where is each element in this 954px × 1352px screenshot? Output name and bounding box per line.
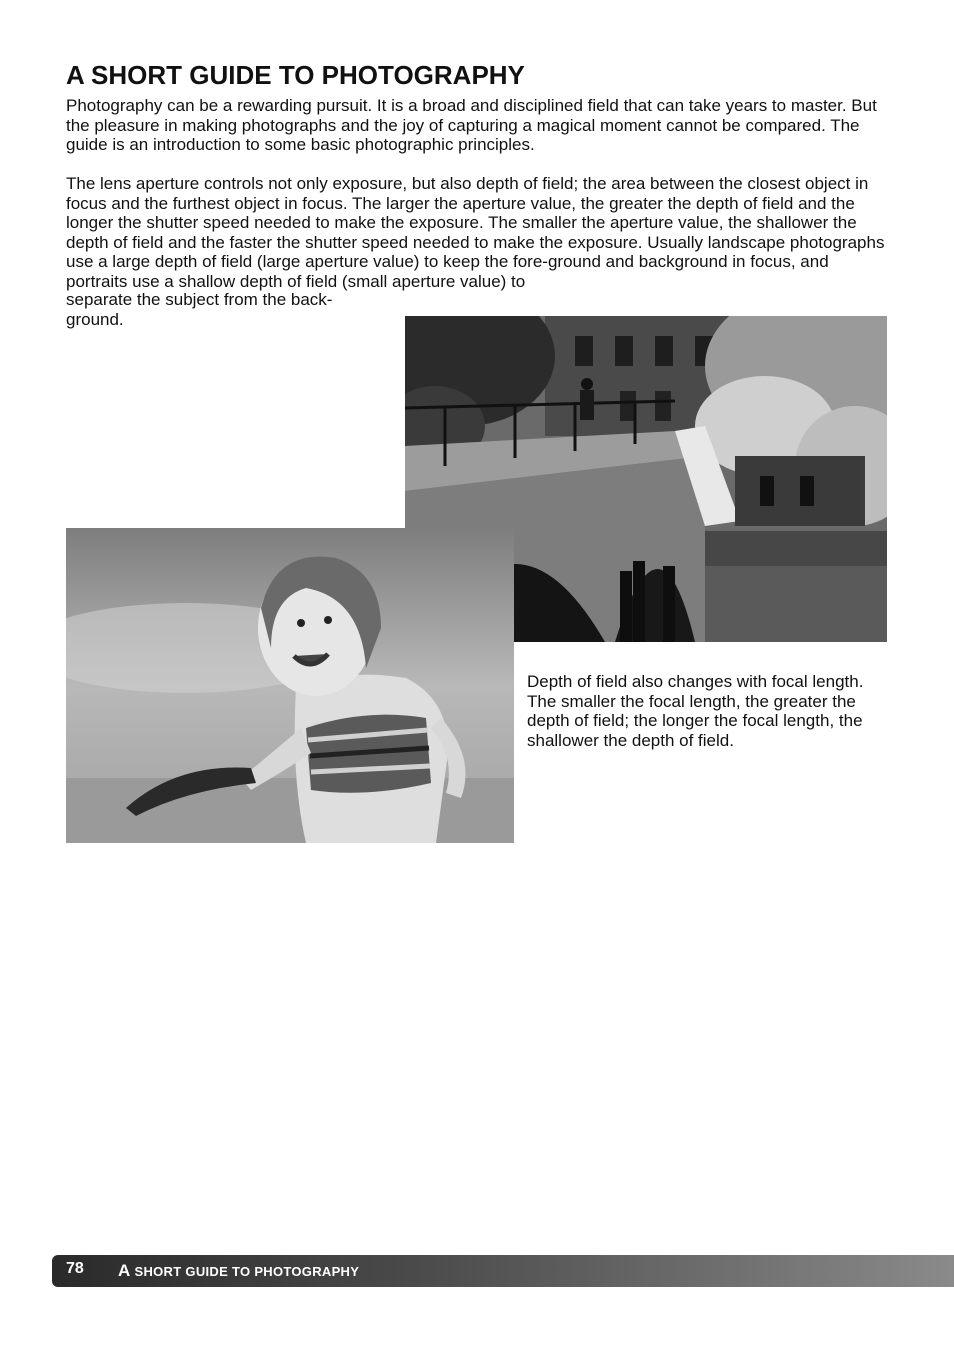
focal-length-caption: Depth of field also changes with focal length. The smaller the focal length, the greater the depth of field; the longer the focal length, the shallower the depth of field. [527,672,864,750]
page-title: A SHORT GUIDE TO PHOTOGRAPHY [66,60,525,90]
footer-section-title [118,1261,359,1281]
aperture-paragraph-tail-2: ground. [66,310,124,329]
footer-title-rest: SHORT GUIDE TO PHOTOGRAPHY [130,1264,360,1279]
aperture-paragraph-tail-1: separate the subject from the back- [66,290,333,309]
aperture-paragraph: The lens aperture controls not only exposure, but also depth of field; the area between the closest object in focus and the furthest object in focus. The larger the aperture value, the greater the depth of field and the longer the shutter speed needed to make the exposure. The smaller the aperture value, the shallower the depth of field and the faster the shutter speed needed to make the exposure. Usually landscape photographs use a large depth of field (large aperture value) to keep the fore-ground and background in focus, and portraits use a shallow depth of field (small aperture value) to [66,174,885,291]
child-portrait-photo [66,528,514,843]
page-number: 78 [66,1260,84,1277]
footer-title-initial: A [118,1261,131,1280]
intro-paragraph: Photography can be a rewarding pursuit. It is a broad and disciplined field that can take years to master. But the pleasure in making photographs and the joy of capturing a magical moment cannot be compared. The guide is an introduction to some basic photographic principles. [66,96,877,154]
